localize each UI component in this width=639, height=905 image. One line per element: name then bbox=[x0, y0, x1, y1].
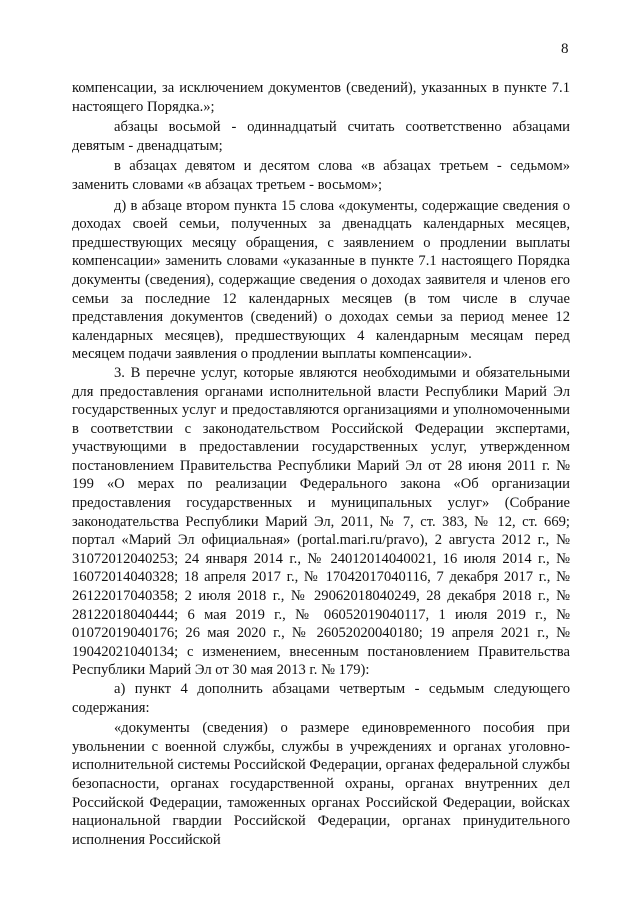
paragraph-continuation: компенсации, за исключением документов (сведений), указанных в пункте 7.1 настоящего Порядка.»; bbox=[72, 80, 570, 115]
paragraph-quote-documents: «документы (сведения) о размере единовременного пособия при увольнении с военной службы, службы в учреждениях и органах уголовно-исполнительной системы Российской Федерации, органах федеральной службы безопасности, органах государственной охраны, органах внутренних дел Российской Федерации, таможенных органах Российской Федерации, войсках национальной гвардии Российской Федерации, органах принудительного исполнения Российской bbox=[72, 720, 570, 848]
paragraph-abzacy-vosmoy: абзацы восьмой - одиннадцатый считать соответственно абзацами девятым - двенадцатым; bbox=[72, 119, 570, 154]
paragraph-abzacy-devyatom: в абзацах девятом и десятом слова «в абзацах третьем - седьмом» заменить словами «в абзацах третьем - восьмом»; bbox=[72, 158, 570, 193]
paragraph-item-a: а) пункт 4 дополнить абзацами четвертым - седьмым следующего содержания: bbox=[72, 681, 570, 716]
paragraph-item-3: 3. В перечне услуг, которые являются необходимыми и обязательными для предоставления органами исполнительной власти Республики Марий Эл государственных услуг и предоставляются организациями и уполномоченными в соответствии с законодательством Российской Федерации экспертами, участвующими в предоставлении государственных услуг, утвержденном постановлением Правительства Республики Марий Эл от 28 июня 2011 г. № 199 «О мерах по реализации Федерального закона «Об организации предоставления государственных и муниципальных услуг» (Собрание законодательства Республики Марий Эл, 2011, № 7, ст. 383, № 12, ст. 669; портал «Марий Эл официальная» (portal.mari.ru/pravo), 2 августа 2012 г., № 31072012040253; 24 января 2014 г., № 24012014040021, 16 июля 2014 г., № 16072014040328; 18 апреля 2017 г., № 17042017040116, 7 декабря 2017 г., № 26122017040358; 2 июля 2018 г., № 29062018040249, 28 декабря 2018 г., № 28122018040444; 6 мая 2019 г., № 06052019040117, 1 июля 2019 г., № 01072019040176; 26 мая 2020 г., № 26052020040180; 19 апреля 2021 г., № 19042021040134; с изменением, внесенным постановлением Правительства Республики Марий Эл от 30 мая 2013 г. № 179): bbox=[72, 364, 570, 679]
document-body bbox=[72, 79, 570, 849]
page-number: 8 bbox=[561, 41, 569, 57]
paragraph-item-d: д) в абзаце втором пункта 15 слова «документы, содержащие сведения о доходах своей семьи, полученных за двенадцать календарных месяцев, предшествующих месяцу обращения, с заявлением о продлении выплаты компенсации» заменить словами «указанные в пункте 7.1 настоящего Порядка документы (сведения), содержащие сведения о доходах заявителя и членов его семьи за последние 12 календарных месяцев (в том числе в случае представления документов (сведений) о доходах семьи за период менее 12 календарных месяцев), предшествующих 4 календарным месяцам перед месяцем подачи заявления о продлении выплаты компенсации». bbox=[72, 197, 570, 363]
